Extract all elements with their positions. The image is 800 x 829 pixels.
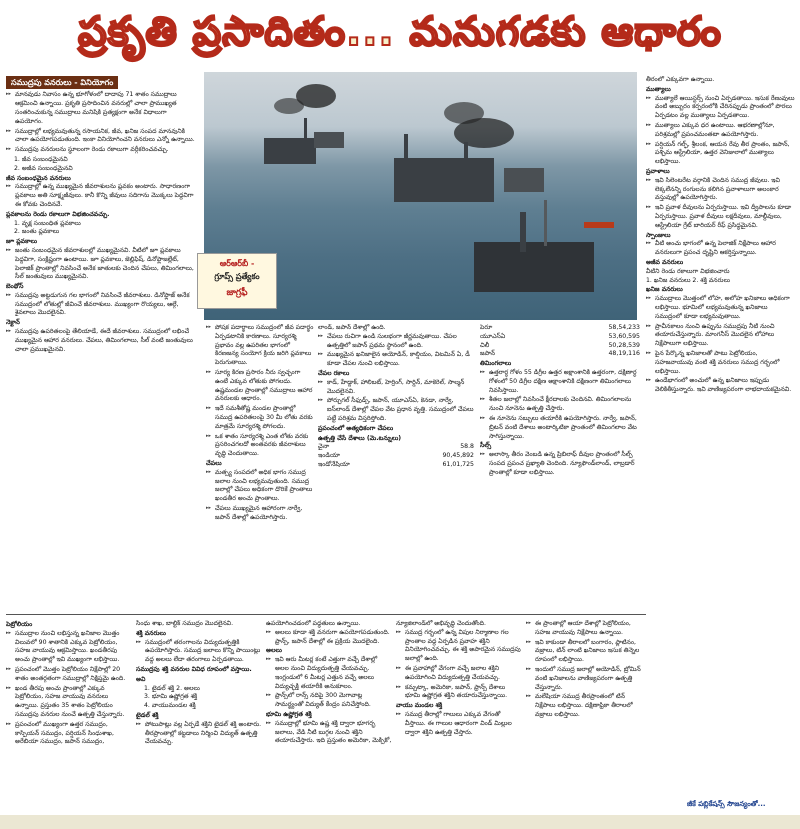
lower-column-1 bbox=[6, 620, 132, 810]
subheading: శక్తి వనరులు bbox=[136, 629, 166, 637]
bullet-paragraph: ▸▸ పోషక పదార్థాలు సముద్రంలో జీవ పదార్థం ఏర్పడటానికి కారణాలు. సూర్యరశ్మి ప్రభావం వల్ల ఉపరితల భాగంలో కిరణజన్య సంయోగ క్రియ జరిగి ప్లవకాలు పెరుగుతాయి. bbox=[206, 324, 314, 368]
bullet-paragraph: ▸▸ ఖండ తీరపు అంచు ప్రాంతాల్లో ఎక్కువ పెట్రోలియం, సహజ వాయువు వనరులు ఉన్నాయి. ప్రస్తుతం 35 శాతం పెట్రోలియం సముద్రపు వనరుల నుంచే ఉత్పత్తి చేస్తున్నారు. bbox=[6, 685, 132, 720]
bullet-paragraph: ▸▸ ఫ్రాన్స్‌లో రాన్స్ నదిపై 300 మెగావాట్ల సామర్థ్యంతో విద్యుత్ కేంద్రం పనిచేస్తోంది. bbox=[266, 692, 392, 710]
bullet-paragraph: ▸▸ సముద్రాల నుంచి లభిస్తున్న ఖనిజాల మొత్తం విలువలో 90 శాతానికి ఎక్కువ పెట్రోలియం, సహజ వాయువు ఆక్రమిస్తాయి. ఖండతీరపు అంచు ప్రాంతాల్లో ఇవి ముఖ్యంగా లభిస్తాయి. bbox=[6, 630, 132, 665]
column-2 bbox=[206, 324, 314, 612]
photo-label-line3: జాగ్రఫీ bbox=[226, 287, 248, 298]
bullet-paragraph: ▸▸ సముద్రపు వనరులను స్థూలంగా రెండు రకాలుగా వర్గీకరించవచ్చు. bbox=[6, 146, 196, 155]
lower-column-4 bbox=[396, 620, 522, 810]
bullet-paragraph: ▸▸ అలాస్కా తీరం వెంబడి ఉన్న ప్రిబిలాఫ్ దీవుల ప్రాంతంలో సీల్స్ సంపద ప్రపంచ ప్రఖ్యాతి చెందింది. న్యూఫౌండ్‌లాండ్, లాబ్రడార్ ప్రాంతాల్లో కూడా లభిస్తాయి. bbox=[480, 451, 640, 477]
subheading: ఖనిజ వనరులు bbox=[646, 286, 683, 294]
table-cell-value: 53,60,595 bbox=[608, 332, 640, 340]
subheading: వాయు మండల శక్తి bbox=[396, 702, 443, 710]
bullet-paragraph: ▸▸ ఇదే సమశీతోష్ణ మండల ప్రాంతాల్లో సముద్ర ఉపరితలంపై 30 మీ లోతు వరకు మాత్రమే సూర్యరశ్మి పోగలదు. bbox=[206, 405, 314, 431]
photo-label-line1: ఆర్‌ఆర్‌బీ - bbox=[219, 259, 255, 268]
photo-label-line2: గ్రూప్స్ ప్రత్యేకం bbox=[214, 272, 260, 282]
text-line: న్యూజిలాండ్‌లో అభివృద్ధి చెందుతోంది. bbox=[396, 620, 486, 627]
bullet-paragraph: ▸▸ ముత్యాలు ఎక్కువ ధర ఉంటాయి. ఆభరణాల్లోనూ, పరిశ్రమల్లో ప్రపంచమంతటా ఉపయోగిస్తారు. bbox=[646, 122, 796, 140]
bullet-paragraph: ▸▸ ప్రాచీనకాలం నుంచి ఉప్పును సముద్రపు నీటి నుంచి తయారుచేస్తున్నారు. మాంగనీస్ మొదలైన లోహాలు నిక్షేపాలుగా లభిస్తాయి. bbox=[646, 323, 796, 349]
bullet-paragraph: ▸▸ ఇవి కాకుండా తీరాలలో బంగారం, ప్లాటినం, వజ్రాలు, టిన్ లాంటి ఖనిజాలు ఇసుక తిన్నెల రూపంలో లభిస్తాయి. bbox=[526, 639, 642, 665]
subheading: నెక్టాన్ bbox=[6, 319, 20, 327]
subheading: పెట్రోలియం bbox=[6, 621, 33, 628]
subheading: అలలు bbox=[266, 647, 282, 655]
bullet-paragraph: ▸▸ ఈ ప్రాంతాల్లో ఆయా దేశాల్లో పెట్రోలియం, సహజ వాయువు నిక్షేపాలు ఉన్నాయి. bbox=[526, 620, 642, 638]
bullet-paragraph: ▸▸ సముద్ర తీరాల్లో గాలులు ఎక్కువ వేగంతో వీస్తాయి. ఈ గాలుల ఆధారంగా విండ్ మిల్లుల ద్వారా శక్తిని ఉత్పత్తి చేస్తారు. bbox=[396, 711, 522, 737]
text-line: సింధు శాఖ, బాల్టిక్ సముద్రం మొదలైనవి. bbox=[136, 620, 234, 627]
bullet-paragraph: ▸▸ ముఖ్యమైన ఖనిజాలైన అయోడిన్, కాల్షియం, విటమిన్ ఏ, డీ కూడా చేపల నుంచి లభిస్తాయి. bbox=[318, 351, 474, 369]
subheading: అవి bbox=[136, 675, 146, 683]
lower-column-5 bbox=[526, 620, 642, 810]
column-4 bbox=[480, 324, 640, 612]
subheading: ఉత్పత్తి చేసే దేశాలు (మె.టన్నులు) bbox=[318, 434, 402, 442]
publisher-credit: జీకే పబ్లికేషన్స్ సౌజన్యంతో... bbox=[687, 800, 766, 808]
subheading: సీల్స్ bbox=[480, 442, 492, 450]
table-cell-label: ఇండియా bbox=[318, 452, 340, 460]
subheading: జీవ సంబంధమైన వనరులు bbox=[6, 174, 71, 182]
subheading: జూ ప్లవకాలు bbox=[6, 238, 37, 246]
bullet-paragraph: ▸▸ కాడ్, హేడ్డాక్, హాలిబట్, హెర్రింగ్, సార్డిన్, మాకెరెల్, సాల్మన్ మొదలైనవి. bbox=[318, 379, 474, 397]
column-5 bbox=[646, 76, 796, 796]
subheading: భూమి ఉష్ణోగ్రత శక్తి bbox=[266, 710, 312, 718]
bullet-paragraph: ▸▸ జంతు సంబంధమైన జీవరాశులల్లో ముఖ్యమైనవి. వీటిలో జూ ప్లవకాలు పెద్దవిగా, సంక్లిష్టంగా ఉంటాయి. జూ ప్లవకాలు, జెల్లిఫిష్, డినోఫ్లాజల్లేట్, పెలాజిక్ ప్రాంతాల్లో నివసించే అనేక జాతులకు చెందిన చేపలు, తిమింగలాలు, సీల్ జంతువులు ముఖ్యమైనవి. bbox=[6, 247, 196, 282]
bullet-paragraph: ▸▸ సూర్య కిరణ ప్రసారం నీరు స్వచ్ఛంగా ఉంటే ఎక్కువ లోతుకు పోగలదు. ఉష్ణమండల ప్రాంతాల్లో సముద్రాలు ఆహార వనరులకు ఆధారం. bbox=[206, 369, 314, 404]
page-title: ప్రకృతి ప్రసాదితం... మనుగడకు ఆధారం bbox=[78, 8, 722, 55]
table-cell-label: ఇండోనేషియా bbox=[318, 460, 350, 468]
lower-column-3 bbox=[266, 620, 392, 810]
bullet-paragraph: ▸▸ ఒక శాతం సూర్యరశ్మి ఎంత లోతు వరకు ప్రసరించగలదో అంతవరకు జీవరాశులు వృద్ధి చెందుతాయి. bbox=[206, 433, 314, 459]
table-cell-value: 58.8 bbox=[460, 443, 474, 451]
lower-divider bbox=[6, 614, 646, 615]
bullet-paragraph: ▸▸ పర్షియన్ గల్ఫ్, శ్రీలంక, ఆయన రేవు తీర ప్రాంతం, జపాన్, పశ్చిమ ఆస్ట్రేలియా, ఉత్తర వెనిజులాలో ముత్యాలు లభిస్తాయి. bbox=[646, 141, 796, 167]
table-cell-value: 50,28,539 bbox=[608, 341, 640, 349]
subheading: ప్రవాళాలు bbox=[646, 167, 670, 175]
bullet-paragraph: ▸▸ సముద్రాల్లో లభ్యమవుతున్న రసాయనిక, జీవ, ఖనిజ సంపద మానవునికి చాలా ఉపయోగపడుతుంది. ఇంకా వినియోగించని వనరులు ఎన్నో ఉన్నాయి. bbox=[6, 128, 196, 146]
bullet-paragraph: ▸▸ పోర్చుగల్ సీఫుడ్స్, జపాన్, యూఎస్ఏ, కెనడా, నార్వే, ఐస్‌లాండ్ దేశాల్లో చేపల వేట ప్రధాన వృత్తి. సముద్రంలో చేపలు పట్టే పరిశ్రమ విస్తరిస్తోంది. bbox=[318, 397, 474, 423]
table-cell-label: పెరూ bbox=[480, 324, 493, 331]
text-line: వీటిని రెండు రకాలుగా విభజించారు bbox=[646, 267, 730, 275]
bullet-paragraph: ▸▸ వీటి అంచు భాగంలో ఉన్న పెలాజిక్ నిక్షేపాలు ఆహార వనరులుగా ప్రపంచ దృష్టిని ఆకర్షిస్తున్నాయి. bbox=[646, 240, 796, 258]
text-line: లాండ్, జపాన్ దేశాల్లో ఉంది. bbox=[318, 324, 386, 331]
table-cell-value: 48,19,116 bbox=[608, 350, 640, 358]
subheading: ప్రపంచంలో అత్యధికంగా చేపలు bbox=[318, 424, 394, 432]
subheading: చేపల రకాలు bbox=[318, 369, 350, 377]
bullet-paragraph: ▸▸ కమ్చట్కా, అమెరికా, జపాన్, ఫ్రాన్స్ దేశాలు భూమి ఉష్ణోగ్రత శక్తిని తయారుచేస్తున్నాయి. bbox=[396, 684, 522, 702]
bullet-paragraph: ▸▸ సముద్రాలు మొత్తంలో లోహ, అలోహ ఖనిజాలు అధికంగా లభిస్తాయి. భూమిలో లభ్యమవుతున్న ఖనిజాలు సముద్రంలో కూడా లభ్యమవుతాయి. bbox=[646, 295, 796, 321]
text-line: 2. జంతు ప్లవకాలు bbox=[14, 228, 60, 236]
text-line: 3. భూమి ఉష్ణోగ్రత శక్తి bbox=[144, 693, 198, 701]
bullet-paragraph: ▸▸ ప్రపంచంలో మొత్తం పెట్రోలియం నిక్షేపాల్లో 20 శాతం అంతర్గతంగా సముద్రాల్లో నిక్షిప్తమై ఉంది. bbox=[6, 666, 132, 684]
table-row bbox=[480, 342, 640, 351]
subheading: సముద్రపు శక్తి వనరుల వివిధ రూపంలో వస్తాయి. bbox=[136, 665, 252, 673]
section-tag: సముద్రపు వనరులు - వినియోగం bbox=[6, 76, 118, 89]
bullet-paragraph: ▸▸ మలేషియా సముద్ర తీరప్రాంతంలో టిన్ నిక్షేపాలు లభిస్తాయి. దక్షిణాఫ్రికా తీరాలలో వజ్రాలు లభిస్తాయి. bbox=[526, 693, 642, 719]
bullet-paragraph: ▸▸ ఇందులో సముద్ర జలాల్లో అయోడిన్, బ్రోమిన్ వంటి ఖనిజాలను వాణిజ్యపరంగా ఉత్పత్తి చేస్తున్నారు. bbox=[526, 666, 642, 692]
bullet-paragraph: ▸▸ సముద్రాల్లో భూమి ఉష్ణ శక్తి ద్వారా భూగర్భ జలాలు, వేడి నీటి బుగ్గల నుంచి శక్తిని తయారుచేస్తారు. ఇది ప్రస్తుతం అమెరికా, మెక్సికో, bbox=[266, 720, 392, 746]
bullet-paragraph: ▸▸ ఇవి సిలెంటరేట వర్గానికి చెందిన సముద్ర జీవులు. ఇవి లెక్కలేనన్ని రంగులను కలిగిన ప్రవాళాలుగా అలంకార వస్తువుల్లో ఉపయోగిస్తారు. bbox=[646, 177, 796, 203]
subheading: తిమింగలాలు bbox=[480, 360, 512, 368]
subheading: చేపలు bbox=[206, 459, 222, 467]
bullet-paragraph: ▸▸ మానవుడు నివాసం ఉన్న భూగోళంలో దాదాపు 71 శాతం సముద్రాలు ఆక్రమించి ఉన్నాయి. ప్రకృతి ప్రసాదించిన వనరుల్లో చాలా ప్రాముఖ్యత సంతరించుకున్న సముద్రాలు మనిషికి ప్రత్యక్షంగా అనేక విధాలుగా ఉపయోగం. bbox=[6, 91, 196, 126]
subheading: ప్లవకాలను రెండు రకాలుగా విభజించవచ్చు. bbox=[6, 210, 110, 218]
table-cell-label: యూఎస్ఏ bbox=[480, 332, 506, 340]
table-row bbox=[318, 443, 474, 452]
bullet-paragraph: ▸▸ ఉత్తరార్ధ గోళం 55 డిగ్రీల ఉత్తర అక్షాంశానికి ఉత్తరంగా, దక్షిణార్ధ గోళంలో 50 డిగ్రీల దక్షిణ అక్షాంశానికి దక్షిణంగా తిమింగలాలు నివసిస్తాయి. bbox=[480, 369, 640, 395]
table-cell-label: చైనా bbox=[318, 443, 330, 451]
text-line: 1. ఖనిజ వనరులు 2. శక్తి వనరులు bbox=[646, 276, 730, 284]
bullet-paragraph: ▸▸ చేపలు ముఖ్యమైన ఆహారంగా నార్వే, జపాన్ దేశాల్లో ఉపయోగిస్తారు. bbox=[206, 505, 314, 523]
bullet-paragraph: ▸▸ సముద్రాల్లో ఉన్న ముఖ్యమైన జీవరాశులను ప్లవకం అంటారు. సాధారణంగా ప్లవకాలు అతి సూక్ష్మజీవులు. కానీ కొన్ని జీవులు సదిగాను మొక్కలు పెద్దవిగా ఈ కోవకు చెందినవే. bbox=[6, 183, 196, 209]
bullet-paragraph: ▸▸ ఈ నూనెను సబ్బులు తయారీకి ఉపయోగిస్తారు. నార్వే, జపాన్, బ్రిటన్ వంటి దేశాలు అంటార్కిటికా ప్రాంతంలో తిమింగలాల వేట సాగిస్తున్నాయి. bbox=[480, 415, 640, 441]
bullet-paragraph: ▸▸ ముత్యాలే ఆయిస్టర్స్ నుంచి ఏర్పడతాయి. ఇసుక రేణువులు వంటి అబ్బురం కర్పరంలోకి చేరినప్పుడు ప్రాంతంలో పొరలు ఏర్పడటం వల్ల ముత్యాలు ఏర్పడతాయి. bbox=[646, 95, 796, 121]
table-row bbox=[480, 324, 640, 333]
photo-label-box bbox=[197, 253, 277, 309]
text-line: 1. జీవ సంబంధమైనవి bbox=[14, 155, 68, 163]
page-footer-strip bbox=[0, 815, 800, 829]
subheading: అజీవ వనరులు bbox=[646, 258, 684, 266]
subheading: టైడల్ శక్తి bbox=[136, 711, 159, 719]
subheading: స్పాంజులు bbox=[646, 231, 671, 239]
bullet-paragraph: ▸▸ ఇవి ప్రవాళ దీవులను ఏర్పరుస్తాయి. ఇవి ద్వీపాలను కూడా ఏర్పరుస్తాయి. ప్రవాళ దీవులు లక్షదీవులు, మాల్దీవులు, ఆస్ట్రేలియా గ్రేట్ బారియర్ రీఫ్ ప్రసిద్ధమైనవి. bbox=[646, 204, 796, 230]
subheading: ముత్యాలు bbox=[646, 85, 671, 93]
text-line: ఉపయోగించడంలో పద్ధతులు ఉన్నాయి. bbox=[266, 620, 361, 627]
table-cell-value: 61,01,725 bbox=[442, 460, 474, 468]
bullet-paragraph: ▸▸ సముద్రపు అట్టడుగున గల భాగంలో నివసించే జీవరాశులు. డినోఫ్లాజ్ అనేక సముద్రంలో లోతుల్లో జీవించే జీవరాశులు. ముఖ్యంగా రొయ్యలు, ఆల్గే, శైవలాలు మొదలైనవి. bbox=[6, 292, 196, 318]
bullet-paragraph: ▸▸ శీతల జలాల్లో నివసించే క్షీరదాలకు చెందినవి. తిమింగలాలను నుంచి నూనెను ఉత్పత్తి చేస్తారు. bbox=[480, 396, 640, 414]
text-line: 1. టైడల్ శక్తి 2. అలలు bbox=[144, 684, 200, 692]
lower-column-2 bbox=[136, 620, 262, 810]
bullet-paragraph: ▸▸ మత్స్య సంపదలో అధిక భాగం సముద్ర జలాల నుంచి లభ్యమవుతుంది. సముద్ర జలాల్లో చేపలు అధికంగా దొరికే ప్రాంతాలు ఖండతీర అంచు ప్రాంతాలు. bbox=[206, 469, 314, 504]
bullet-paragraph: ▸▸ పైన పేర్కొన్న ఖనిజాలతో పాటు పెట్రోలియం, సహజవాయువు వంటి శక్తి వనరులు సముద్ర గర్భంలో లభిస్తాయి. bbox=[646, 350, 796, 376]
bullet-paragraph: ▸▸ అలలు కూడా శక్తి వనరుగా ఉపయోగపడుతుంది. ఫ్రాన్స్, జపాన్ దేశాల్లో ఈ ప్రక్రియ మొదలైంది. bbox=[266, 629, 392, 647]
text-line: 2. అజీవ సంబంధమైనవి bbox=[14, 164, 73, 172]
bullet-paragraph: ▸▸ సముద్ర గర్భంలో ఉన్న విపుల నిర్మాణాల గల ప్రాంతాల వద్ద ఏర్పడిన ప్రవాహ శక్తిని వినియోగించవచ్చు. ఈ శక్తి అపారమైన సముద్రపు జలాల్లో ఉంది. bbox=[396, 629, 522, 664]
bullet-paragraph: ▸▸ సముద్రపు ఉపరితలంపై తేలియాడే, ఈదే జీవరాశులు. సముద్రంలో లభించే ముఖ్యమైన ఆహార వనరులు. చేపలు, తిమింగలాలు, సీల్ వంటి జంతువులు చాలా ప్రముఖమైనవి. bbox=[6, 328, 196, 354]
bullet-paragraph: ▸▸ ఉండేభాగంలో అంచులో ఉన్న ఖనిజాలు ఇప్పుడు వెలికితీస్తున్నారు. ఇవి వాణిజ్యపరంగా లాభదాయకమైనవి. bbox=[646, 377, 796, 395]
table-row bbox=[480, 333, 640, 342]
table-row bbox=[480, 350, 640, 359]
table-cell-value: 90,45,892 bbox=[442, 452, 474, 460]
bullet-paragraph: ▸▸ ప్రపంచంలో ముఖ్యంగా ఉత్తర సముద్రం, కాస్పియన్ సముద్రం, పర్షియన్ సింధుశాఖ, అరేబియా సముద్రం, జపాన్ సముద్రం, bbox=[6, 721, 132, 747]
table-row bbox=[318, 452, 474, 461]
bullet-paragraph: ▸▸ సముద్రంలో తరంగాలను విద్యుదుత్పత్తికి ఉపయోగిస్తారు. సముద్ర జలాలు కొన్ని పాయింట్లు వద్ద అలలు లేదా తరంగాలు ఏర్పడతాయి. bbox=[136, 639, 262, 665]
text-line: తీరంలో ఎక్కువగా ఉన్నాయి. bbox=[646, 76, 715, 83]
table-cell-label: చిలీ bbox=[480, 341, 490, 349]
table-cell-label: జపాన్ bbox=[480, 350, 496, 358]
table-cell-value: 58,54,233 bbox=[608, 324, 640, 331]
table-row bbox=[318, 461, 474, 470]
column-3 bbox=[318, 324, 474, 612]
text-line: 4. వాయుమండల శక్తి bbox=[144, 702, 196, 710]
bullet-paragraph: ▸▸ పోటుపాట్లు వల్ల ఏర్పడే శక్తిని టైడల్ శక్తి అంటారు. తీరప్రాంతాల్లో కట్టడాలు నిర్మించి విద్యుత్ ఉత్పత్తి చేయవచ్చు. bbox=[136, 721, 262, 747]
column-1 bbox=[6, 76, 196, 612]
bullet-paragraph: ▸▸ చేపలు రుచిగా ఉండి సులభంగా జీర్ణమవుతాయి. చేపల ఉత్పత్తిలో జపాన్ ప్రథమ స్థానంలో ఉంది. bbox=[318, 333, 474, 351]
bullet-paragraph: ▸▸ ఈ ప్రవాహాల్లో వేగంగా వచ్చే జలాల శక్తిని ఉపయోగించి విద్యుదుత్పత్తి చేయవచ్చు. bbox=[396, 665, 522, 683]
subheading: బెంథోస్ bbox=[6, 283, 24, 291]
text-line: 1. వృక్ష సంబంధిత ప్లవకాలు bbox=[14, 219, 81, 227]
bullet-paragraph: ▸▸ ఇవి ఆరు మీటర్ల కంటే ఎత్తుగా వచ్చే దేశాల్లో అలల నుంచి విద్యుదుత్పత్తి చేయవచ్చు. ఇంగ్లండులో 6 మీటర్ల ఎత్తున వచ్చే అలలు విద్యుచ్ఛక్తి తయారీకి అనుకూలం. bbox=[266, 656, 392, 691]
